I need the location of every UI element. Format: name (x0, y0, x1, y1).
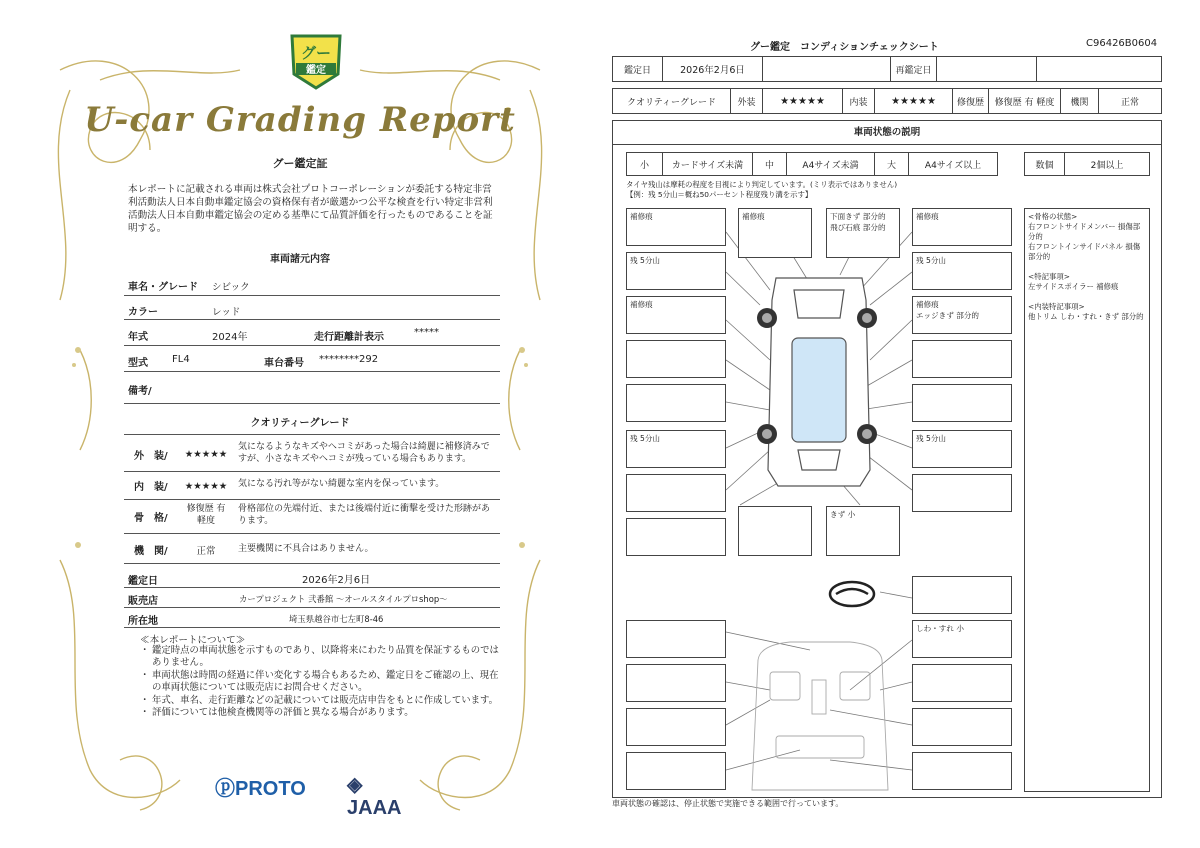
spec-remarks-label: 備考/ (128, 386, 152, 397)
quality-description: 気になる汚れ等がない綺麗な室内を保っています。 (238, 479, 445, 489)
condition-box (912, 340, 1012, 378)
svg-text:グー: グー (300, 45, 332, 62)
spec-color-label: カラー (128, 307, 158, 318)
spec-color-value: レッド (212, 307, 241, 318)
engine-value: 正常 (1120, 97, 1139, 108)
repair-value: 修復歴 有 軽度 (989, 89, 1061, 113)
note-item: ・ 年式、車名、走行距離などの記載については販売店申告をもとに作成しています。 (140, 695, 500, 707)
condition-box: 補修痕 (626, 296, 726, 334)
condition-box (626, 664, 726, 702)
address-value: 埼玉県越谷市七左町8-46 (289, 614, 384, 624)
condition-box: 残 5分山 (626, 430, 726, 468)
condition-box: 下面きず 部分的 飛び石痕 部分的 (826, 208, 900, 258)
condition-box: 残 5分山 (912, 252, 1012, 290)
count-label: 数個 (1025, 153, 1065, 175)
certificate-title: グー鑑定証 (272, 157, 328, 170)
interior-label: 内装 (843, 89, 875, 113)
condition-box (626, 708, 726, 746)
quality-grade: 正常 (196, 546, 216, 557)
spec-mileage-label: 走行距離計表示 (314, 332, 384, 343)
quality-grade: ★★★★★ (184, 449, 228, 460)
notes-title: ≪本レポートについて≫ (140, 635, 246, 646)
condition-box (626, 384, 726, 422)
size-small-label: 小 (627, 153, 663, 175)
spec-title: 車両諸元内容 (270, 254, 330, 265)
appraisal-date-label: 鑑定日 (128, 576, 158, 587)
condition-box (626, 518, 726, 556)
condition-box: 補修痕 (912, 208, 1012, 246)
quality-description: 主要機関に不具合はありません。 (238, 544, 374, 554)
reinspect-label: 再鑑定日 (891, 57, 937, 81)
quality-grade-label: クオリティーグレード (613, 89, 731, 113)
proto-logo: ⓟPROTO (215, 778, 306, 800)
spec-name-value: シビック (212, 282, 250, 293)
spec-chassis-value: ********292 (319, 354, 379, 365)
condition-box (912, 708, 1012, 746)
condition-box: きず 小 (826, 506, 900, 556)
condition-box (912, 664, 1012, 702)
quality-label: 外 装/ (134, 451, 168, 462)
jaaa-logo: ◈ JAAA (347, 774, 402, 819)
spec-model-value: FL4 (172, 354, 190, 365)
count-desc: 2個以上 (1090, 160, 1124, 171)
address-label: 所在地 (128, 616, 158, 627)
interior-notes: <内装特記事項> 他トリム しわ・すれ・きず 部分的 (1028, 302, 1144, 321)
frame-notes: <骨格の状態> 右フロントサイドメンバー 損傷部分的 右フロントインサイドパネル 損傷部分的 (1028, 212, 1141, 261)
quality-label: 機 関/ (134, 546, 168, 557)
spec-year-value: 2024年 (212, 332, 248, 343)
note-item: ・ 鑑定時点の車両状態を示すものであり、以降将来にわたり品質を保証するものではありません。 (140, 645, 500, 670)
report-title: U-car Grading Report (84, 100, 516, 140)
condition-box: 補修痕 エッジきず 部分的 (912, 296, 1012, 334)
sheet-title: グー鑑定 コンディションチェックシート (750, 42, 939, 53)
steering-wheel-icon (830, 582, 874, 606)
date-value: 2026年2月6日 (663, 57, 763, 81)
sheet-number: C96426B0604 (1086, 38, 1158, 49)
condition-box (626, 474, 726, 512)
svg-text:鑑定: 鑑定 (306, 65, 326, 76)
quality-description: 気になるようなキズやヘコミがあった場合は綺麗に補修済みですが、小さなキズやヘコミが残っている場合もあります。 (238, 442, 490, 464)
quality-grade: 修復歴 有 軽度 (186, 504, 226, 526)
condition-box: 残 5分山 (912, 430, 1012, 468)
condition-box: 補修痕 (626, 208, 726, 246)
quality-description: 骨格部位の先端付近、または後端付近に衝撃を受けた形跡があります。 (238, 504, 491, 526)
condition-box (626, 620, 726, 658)
interior-value: ★★★★★ (875, 89, 953, 113)
size-mid-label: 中 (753, 153, 787, 175)
spec-name-label: 車名・グレード (128, 282, 198, 293)
special-notes (1024, 208, 1150, 792)
size-mid-desc: A4サイズ未満 (787, 153, 875, 175)
spec-model-label: 型式 (128, 358, 148, 369)
condition-box: しわ・すれ 小 (912, 620, 1012, 658)
quality-label: 骨 格/ (134, 513, 168, 524)
condition-box: 残 5分山 (626, 252, 726, 290)
condition-box (626, 752, 726, 790)
quality-title: クオリティーグレード (250, 418, 350, 429)
spec-mileage-value: ***** (414, 327, 439, 338)
condition-box (626, 340, 726, 378)
note-item: ・ 評価については他検査機関等の評価と異なる場合があります。 (140, 707, 500, 719)
condition-box (738, 506, 812, 556)
size-small-desc: カードサイズ未満 (663, 153, 753, 175)
certificate-statement: 本レポートに記載される車両は株式会社プロトコーポレーションが委託する特定非営利活動法人日本自動車鑑定協会の資格保有者が厳選かつ公平な検査を行い特定非営利活動法人日本自動車鑑定協会の定める基準にて品質評価を行ったものであることを証明する。 (128, 184, 493, 234)
condition-box (912, 752, 1012, 790)
dealer-label: 販売店 (128, 596, 158, 607)
quality-grade: ★★★★★ (184, 481, 228, 492)
condition-box (912, 474, 1012, 512)
special-remarks: <特記事項> 左サイドスポイラー 補修痕 (1028, 272, 1119, 291)
note-item: ・ 車両状態は時間の経過に伴い変化する場合もあるため、鑑定日をご確認の上、現在の車両状態については販売店にお問合せください。 (140, 670, 500, 695)
size-large-desc: A4サイズ以上 (924, 160, 982, 171)
tire-note-1: タイヤ残山は摩耗の程度を目視により判定しています。(ミリ表示ではありません) (626, 180, 898, 189)
engine-label: 機関 (1061, 89, 1099, 113)
section-title: 車両状態の説明 (613, 121, 1161, 145)
condition-box (912, 384, 1012, 422)
footer-note: 車両状態の確認は、停止状態で実施できる範囲で行っています。 (612, 799, 844, 808)
date-label: 鑑定日 (613, 57, 663, 81)
quality-label: 内 装/ (134, 482, 168, 493)
condition-box (912, 576, 1012, 614)
condition-box: 補修痕 (738, 208, 812, 258)
spec-chassis-label: 車台番号 (264, 358, 304, 369)
size-large-label: 大 (875, 153, 909, 175)
spec-year-label: 年式 (128, 332, 148, 343)
tire-note-2: 【例：残 5分山＝概ね50パーセント程度残り溝を示す】 (626, 190, 813, 199)
exterior-value: ★★★★★ (763, 89, 843, 113)
repair-label: 修復歴 (953, 89, 989, 113)
appraisal-date-value: 2026年2月6日 (302, 575, 371, 586)
exterior-label: 外装 (731, 89, 763, 113)
dealer-value: カープロジェクト 弐番館 ～オールスタイルプロshop～ (239, 594, 448, 604)
